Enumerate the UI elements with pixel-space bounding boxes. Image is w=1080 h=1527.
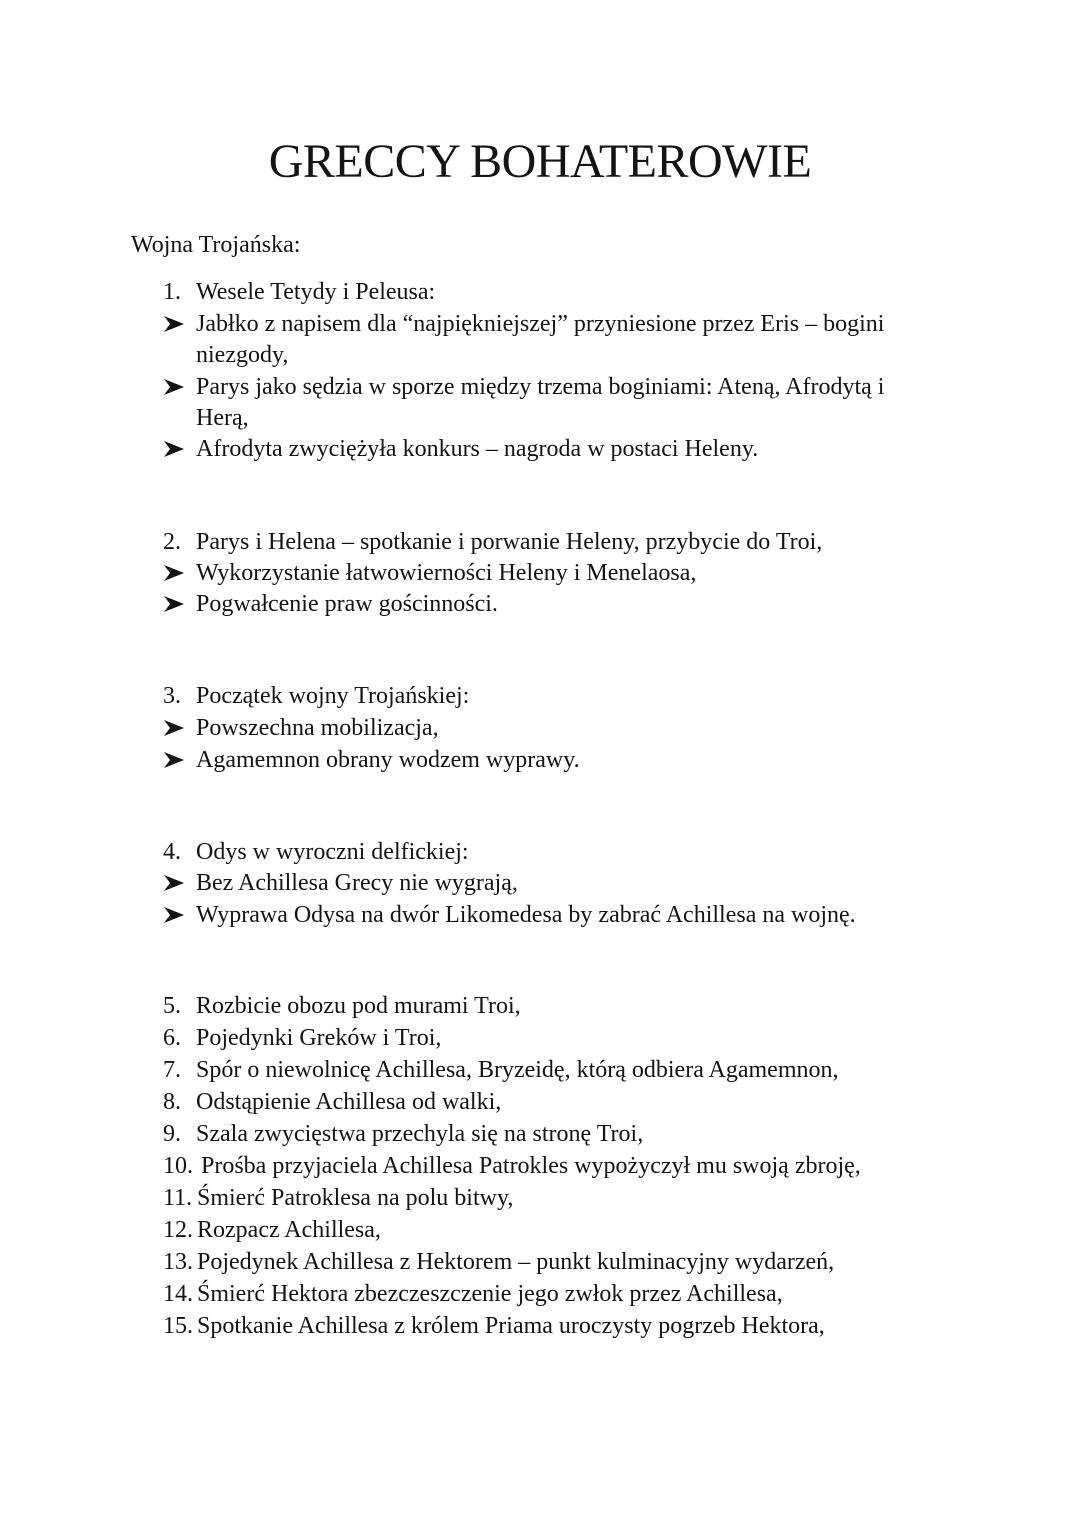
bullet-text: Afrodyta zwyciężyła konkurs – nagroda w postaci Heleny. xyxy=(196,436,759,462)
bullet-text: Bez Achillesa Grecy nie wygrają, xyxy=(196,870,518,896)
item-number: 1. xyxy=(163,279,181,305)
arrowhead-bullet-icon xyxy=(163,751,185,769)
item-text: Odstąpienie Achillesa od walki, xyxy=(196,1089,502,1115)
bullet-text: Wyprawa Odysa na dwór Likomedesa by zabrać Achillesa na wojnę. xyxy=(196,902,856,928)
bullet-text: Parys jako sędzia w sporze między trzema boginiami: Ateną, Afrodytą i xyxy=(196,374,885,400)
arrowhead-bullet-icon xyxy=(163,874,185,892)
item-text: Odys w wyroczni delfickiej: xyxy=(196,839,469,865)
item-text: Rozpacz Achillesa, xyxy=(197,1217,381,1243)
item-text: Prośba przyjaciela Achillesa Patrokles wypożyczył mu swoją zbroję, xyxy=(201,1153,861,1179)
item-number: 7. xyxy=(163,1057,181,1083)
item-number: 12. xyxy=(163,1217,193,1243)
item-number: 6. xyxy=(163,1025,181,1051)
item-text: Spór o niewolnicę Achillesa, Bryzeidę, którą odbiera Agamemnon, xyxy=(196,1057,839,1083)
arrowhead-bullet-icon xyxy=(163,315,185,333)
item-number: 5. xyxy=(163,993,181,1019)
item-number: 4. xyxy=(163,839,181,865)
arrowhead-bullet-icon xyxy=(163,595,185,613)
bullet-text: Pogwałcenie praw gościnności. xyxy=(196,591,498,617)
item-number: 9. xyxy=(163,1121,181,1147)
bullet-text: Herą, xyxy=(196,405,249,431)
item-number: 2. xyxy=(163,529,181,555)
item-text: Śmierć Patroklesa na polu bitwy, xyxy=(197,1185,514,1211)
item-number: 8. xyxy=(163,1089,181,1115)
arrowhead-bullet-icon xyxy=(163,440,185,458)
section-subtitle: Wojna Trojańska: xyxy=(131,232,301,258)
item-text: Szala zwycięstwa przechyla się na stronę Troi, xyxy=(196,1121,644,1147)
item-text: Rozbicie obozu pod murami Troi, xyxy=(196,993,521,1019)
item-number: 11. xyxy=(163,1185,193,1211)
item-number: 3. xyxy=(163,683,181,709)
arrowhead-bullet-icon xyxy=(163,719,185,737)
item-text: Śmierć Hektora zbezczeszczenie jego zwłok przez Achillesa, xyxy=(197,1281,783,1307)
item-text: Parys i Helena – spotkanie i porwanie Heleny, przybycie do Troi, xyxy=(196,529,823,555)
arrowhead-bullet-icon xyxy=(163,906,185,924)
item-number: 10. xyxy=(163,1153,193,1179)
item-text: Początek wojny Trojańskiej: xyxy=(196,683,470,709)
item-text: Spotkanie Achillesa z królem Priama uroczysty pogrzeb Hektora, xyxy=(197,1313,825,1339)
item-text: Wesele Tetydy i Peleusa: xyxy=(196,279,436,305)
item-text: Pojedynek Achillesa z Hektorem – punkt kulminacyjny wydarzeń, xyxy=(197,1249,835,1275)
bullet-text: Jabłko z napisem dla “najpiękniejszej” przyniesione przez Eris – bogini xyxy=(196,311,885,337)
bullet-text: Agamemnon obrany wodzem wyprawy. xyxy=(196,747,580,773)
arrowhead-bullet-icon xyxy=(163,378,185,396)
page-title: GRECCY BOHATEROWIE xyxy=(268,135,812,188)
item-number: 14. xyxy=(163,1281,193,1307)
bullet-text: Powszechna mobilizacja, xyxy=(196,715,439,741)
bullet-text: niezgody, xyxy=(196,342,289,368)
bullet-text: Wykorzystanie łatwowierności Heleny i Menelaosa, xyxy=(196,560,697,586)
item-number: 13. xyxy=(163,1249,193,1275)
item-text: Pojedynki Greków i Troi, xyxy=(196,1025,442,1051)
arrowhead-bullet-icon xyxy=(163,564,185,582)
item-number: 15. xyxy=(163,1313,193,1339)
